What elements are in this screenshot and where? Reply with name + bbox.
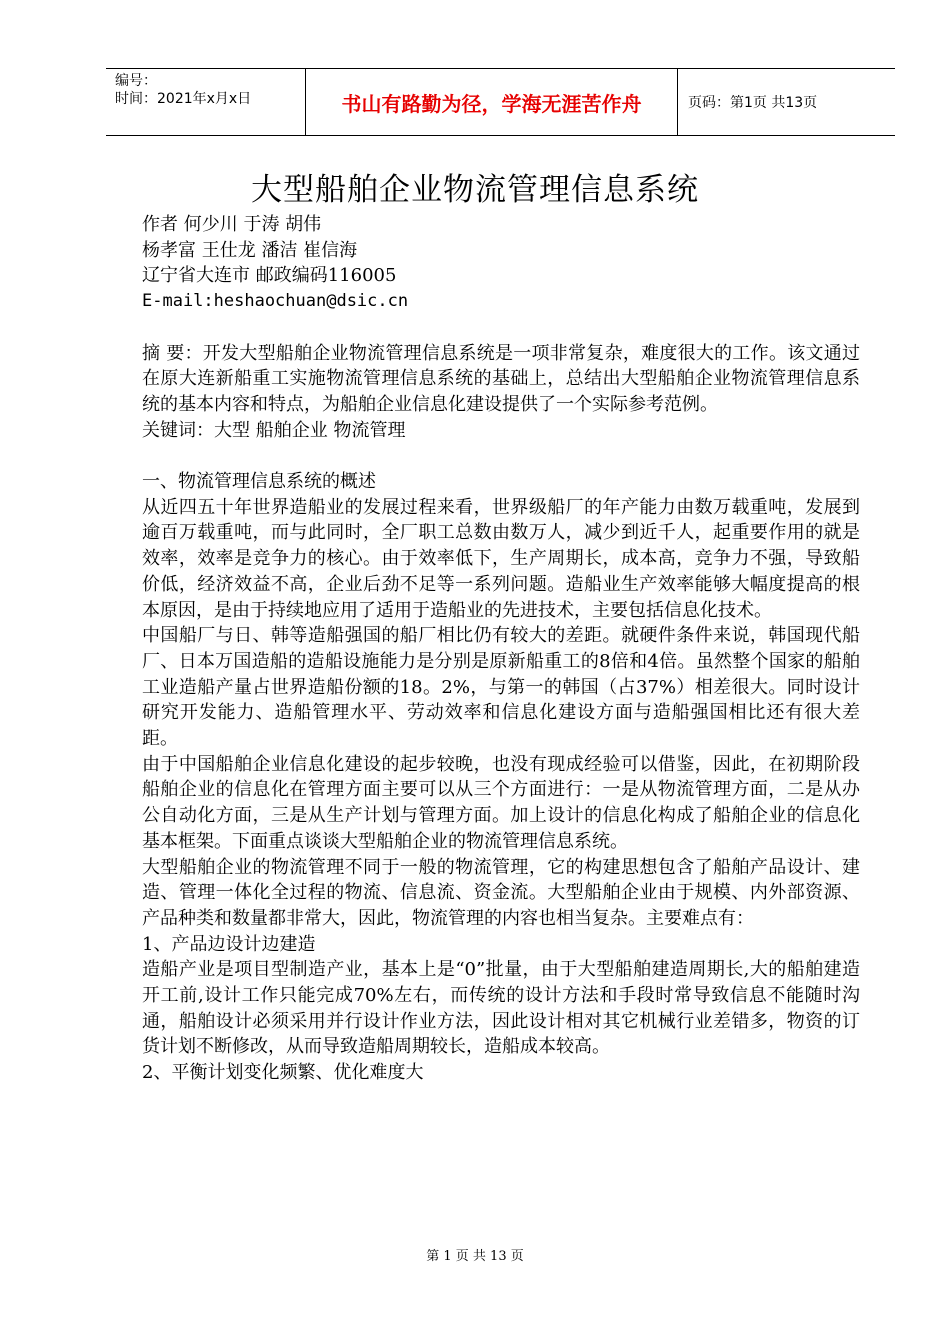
header-meta-cell (106, 69, 306, 135)
document-title: 大型船舶企业物流管理信息系统 (251, 172, 699, 208)
spacer (142, 315, 860, 341)
header-page-info: 页码：第1页 共13页 (688, 95, 818, 111)
body-paragraph: 中国船厂与日、韩等造船强国的船厂相比仍有较大的差距。就硬件条件来说，韩国现代船厂、日本万国造船的造船设施能力是分别是原新船重工的8倍和4倍。虽然整个国家的船舶工业造船产量占世界造船份额的18。2%，与第一的韩国（占37%）相差很大。同时设计研究开发能力、造船管理水平、劳动效率和信息化建设方面与造船强国相比还有很大差距。 (142, 625, 860, 750)
body-paragraph: 造船产业是项目型制造产业，基本上是“0”批量，由于大型船舶建造周期长,大的船舶建造开工前,设计工作只能完成70%左右，而传统的设计方法和手段时常导致信息不能随时沟通，船舶设计必须采用并行设计作业方法，因此设计相对其它机械行业差错多，物资的订货计划不断修改，从而导致造船周期较长，造船成本较高。 (142, 959, 860, 1058)
document-body (142, 212, 860, 1086)
body-paragraph: 由于中国船舶企业信息化建设的起步较晚，也没有现成经验可以借鉴，因此，在初期阶段船舶企业的信息化在管理方面主要可以从三个方面进行：一是从物流管理方面，二是从办公自动化方面，三是从生产计划与管理方面。加上设计的信息化构成了船舶企业的信息化基本框架。下面重点谈谈大型船舶企业的物流管理信息系统。 (142, 753, 860, 852)
subsection-heading: 2、平衡计划变化频繁、优化难度大 (142, 1062, 424, 1084)
spacer (142, 443, 860, 469)
section-heading: 一、物流管理信息系统的概述 (142, 471, 376, 492)
time-label: 时间：2021年x月x日 (115, 91, 252, 107)
abstract: 摘 要：开发大型船舶企业物流管理信息系统是一项非常复杂，难度很大的工作。该文通过在原大连新船重工实施物流管理信息系统的基础上，总结出大型船舶企业物流管理信息系统的基本内容和特点，为船舶企业信息化建设提供了一个实际参考范例。 (142, 342, 860, 415)
subsection-heading: 1、产品边设计边建造 (142, 933, 316, 955)
authors-line-2: 杨孝富 王仕龙 潘洁 崔信海 (142, 239, 358, 261)
body-paragraph: 大型船舶企业的物流管理不同于一般的物流管理，它的构建思想包含了船舶产品设计、建造、管理一体化全过程的物流、信息流、资金流。大型船舶企业由于规模、内外部资源、产品种类和数量都非常大，因此，物流管理的内容也相当复杂。主要难点有： (142, 856, 860, 929)
page-footer: 第 1 页 共 13 页 (426, 1249, 524, 1264)
author-email: E-mail:heshaochuan@dsic.cn (142, 291, 409, 312)
body-paragraph: 从近四五十年世界造船业的发展过程来看，世界级船厂的年产能力由数万载重吨，发展到逾百万载重吨，而与此同时，全厂职工总数由数万人，减少到近千人，起重要作用的就是效率，效率是竞争力的核心。由于效率低下，生产周期长，成本高，竞争力不强，导致船价低，经济效益不高，企业后劲不足等一系列问题。造船业生产效率能够大幅度提高的根本原因，是由于持续地应用了适用于造船业的先进技术，主要包括信息化技术。 (142, 496, 860, 621)
author-address: 辽宁省大连市 邮政编码116005 (142, 265, 397, 287)
header-motto: 书山有路勤为径，学海无涯苦作舟 (306, 69, 678, 135)
keywords: 关键词：大型 船舶企业 物流管理 (142, 419, 406, 441)
number-label: 编号： (115, 73, 157, 89)
header-table (106, 68, 895, 136)
authors-line-1: 作者 何少川 于涛 胡伟 (142, 214, 322, 235)
